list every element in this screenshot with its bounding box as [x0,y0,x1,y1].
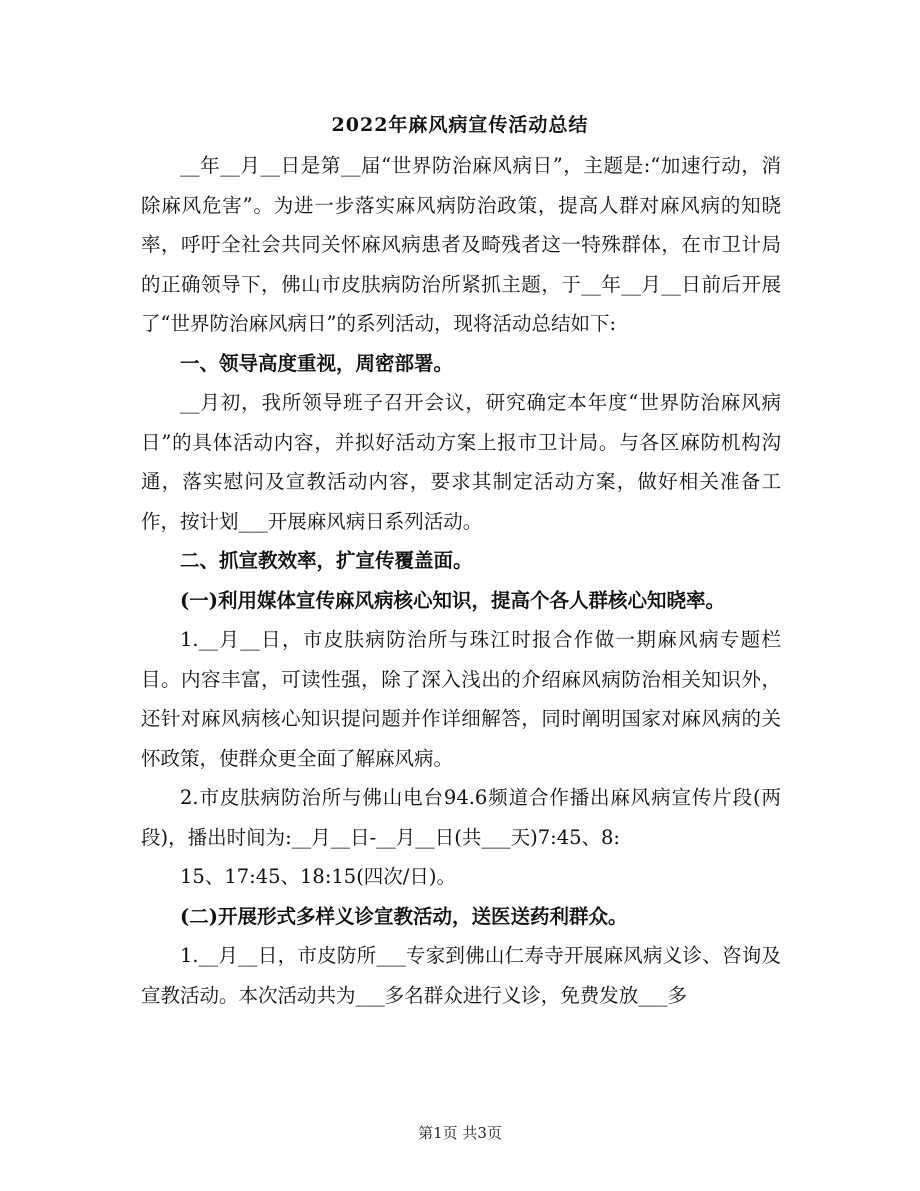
subsection-heading-1: (一)利用媒体宣传麻风病核心知识，提高个各人群核心知晓率。 [180,588,725,612]
item-paragraph-2: 2.市皮肤病防治所与佛山电台94.6频道合作播出麻风病宣传片段(两段)，播出时间为:__月__日-__月__日(共___天)7:45、8: [141,786,781,849]
section-heading-1: 一、领导高度重视，周密部署。 [180,351,454,375]
item-paragraph-2-continued: 15、17:45、18:15(四次/日)。 [180,865,456,888]
section-1-paragraph: __月初，我所领导班子召开会议，研究确定本年度“世界防治麻风病日”的具体活动内容，并拟好活动方案上报市卫计局。与各区麻防机构沟通，落实慰问及宣教活动内容，要求其制定活动方案，做好相关准备工作，按计划___开展麻风病日系列活动。 [141,391,781,533]
subsection-heading-2: (二)开展形式多样义诊宣教活动，送医送药利群众。 [180,904,628,928]
document-body [141,146,781,1015]
intro-paragraph: __年__月__日是第__届“世界防治麻风病日”，主题是:“加速行动，消除麻风危害”。为进一步落实麻风病防治政策，提高人群对麻风病的知晓率，呼吁全社会共同关怀麻风病患者及畸残者这一特殊群体，在市卫计局的正确领导下，佛山市皮肤病防治所紧抓主题，于__年__月__日前后开展了“世界防治麻风病日”的系列活动，现将活动总结如下: [141,154,781,335]
item-paragraph-3: 1.__月__日，市皮防所___专家到佛山仁寿寺开展麻风病义诊、咨询及宣教活动。本次活动共为___多名群众进行义诊，免费发放___多 [141,944,781,1007]
page-number: 第1页 共3页 [418,1124,502,1142]
document-title: 2022年麻风病宣传活动总结 [331,114,589,136]
item-paragraph-1: 1.__月__日，市皮肤病防治所与珠江时报合作做一期麻风病专题栏目。内容丰富，可读性强，除了深入浅出的介绍麻风病防治相关知识外，还针对麻风病核心知识提问题并作详细解答，同时阐明国家对麻风病的关怀政策，使群众更全面了解麻风病。 [141,628,781,770]
section-heading-2: 二、抓宣教效率，扩宣传覆盖面。 [180,549,473,572]
